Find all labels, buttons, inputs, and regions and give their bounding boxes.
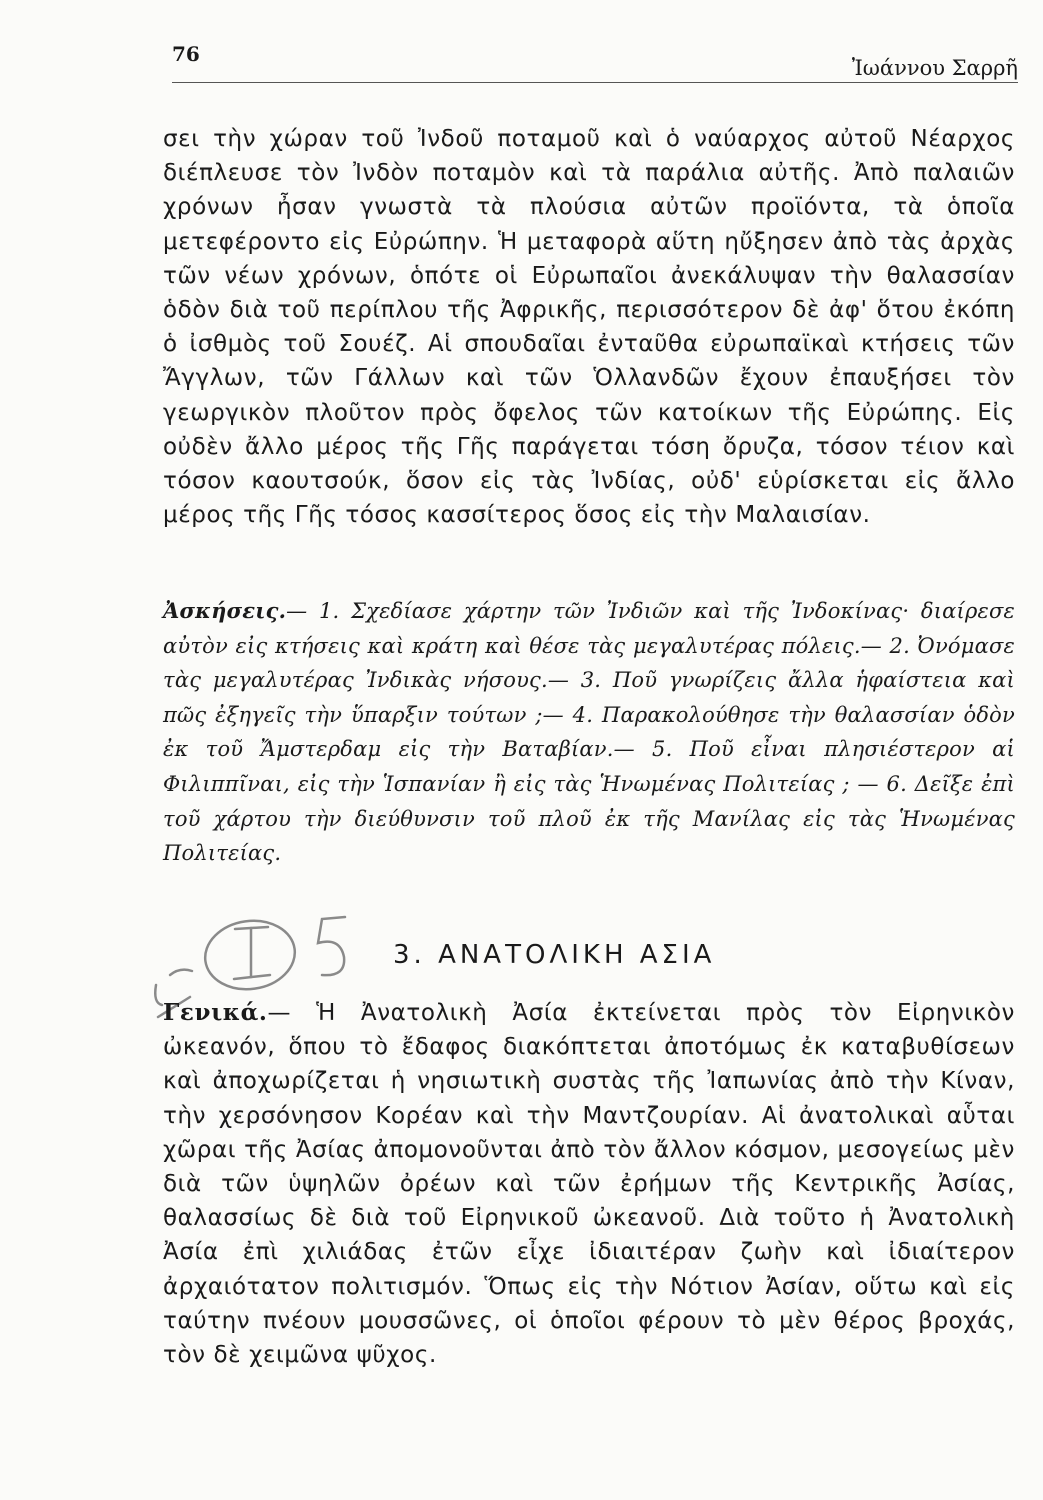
paragraph-body: — Ἡ Ἀνατολικὴ Ἀσία ἐκτείνεται πρὸς τὸν Εἰρηνικὸν ὠκεανόν, ὅπου τὸ ἔδαφος διακόπτεται ἀποτόμως ἐκ καταβυθίσεων καὶ ἀποχωρίζεται ἡ νησιωτικὴ συστὰς τῆς Ἰαπωνίας ἀπὸ τὴν Κίναν, τὴν χερσόνησον Κορέαν καὶ τὴν Μαντζουρίαν. Αἱ ἀνατολικαὶ αὗται χῶραι τῆς Ἀσίας ἀπομονοῦνται ἀπὸ τὸν ἄλλον κόσμον, μεσογείως μὲν διὰ τῶν ὑψηλῶν ὀρέων καὶ τῶν ἐρήμων τῆς Κεντρικῆς Ἀσίας, θαλασσίως δὲ διὰ τοῦ Εἰρηνικοῦ ὠκεανοῦ. Διὰ τοῦτο ἡ Ἀνατολικὴ Ἀσία ἐπὶ χιλιάδας ἐτῶν εἶχε ἰδιαιτέραν ζωὴν καὶ ἰδιαίτερον ἀρχαιότατον πολιτισμόν. Ὅπως εἰς τὴν Νότιον Ἀσίαν, οὕτω καὶ εἰς ταύτην πνέουν μουσσῶνες, οἱ ὁποῖοι φέρουν τὸ μὲν θέρος βροχάς, τὸν δὲ χειμῶνα ψῦχος. [163,1000,1015,1369]
exercises-label: Ἀσκήσεις. [163,598,287,623]
paragraph-lead: Γενικά. [163,999,268,1026]
page-header [172,42,1018,88]
exercises-block [163,594,1015,871]
exercises-paragraph [163,594,1015,871]
running-head: Ἰωάννου Σαρρῆ [851,56,1018,80]
body-paragraph-2 [163,996,1015,1372]
section-title: 3. ΑΝΑΤΟΛΙΚΗ ΑΣΙΑ [393,940,716,970]
page-number: 76 [172,42,200,66]
header-rule [172,82,1018,83]
paragraph-text [163,996,1015,1372]
paragraph-text: σει τὴν χώραν τοῦ Ἰνδοῦ ποταμοῦ καὶ ὁ ναύαρχος αὐτοῦ Νέαρχος διέπλευσε τὸν Ἰνδὸν ποταμὸν καὶ τὰ παράλια αὐτῆς. Ἀπὸ παλαιῶν χρόνων ἦσαν γνωστὰ τὰ πλούσια αὐτῶν προϊόντα, τὰ ὁποῖα μετεφέροντο εἰς Εὐρώπην. Ἡ μεταφορὰ αὕτη ηὔξησεν ἀπὸ τὰς ἀρχὰς τῶν νέων χρόνων, ὁπότε οἱ Εὐρωπαῖοι ἀνεκάλυψαν τὴν θαλασσίαν ὁδὸν διὰ τοῦ περίπλου τῆς Ἀφρικῆς, περισσότερον δὲ ἀφ' ὅτου ἐκόπη ὁ ἰσθμὸς τοῦ Σουέζ. Αἱ σπουδαῖαι ἐνταῦθα εὐρωπαϊκαὶ κτήσεις τῶν Ἄγγλων, τῶν Γάλλων καὶ τῶν Ὁλλανδῶν ἔχουν ἐπαυξήσει τὸν γεωργικὸν πλοῦτον πρὸς ὄφελος τῶν κατοίκων τῆς Εὐρώπης. Εἰς οὐδὲν ἄλλο μέρος τῆς Γῆς παράγεται τόση ὄρυζα, τόσον τέιον καὶ τόσον καουτσούκ, ὅσον εἰς τὰς Ἰνδίας, οὐδ' εὑρίσκεται εἰς ἄλλο μέρος τῆς Γῆς τόσος κασσίτερος ὅσος εἰς τὴν Μαλαισίαν. [163,126,1015,529]
body-paragraph-1 [163,122,1015,532]
exercises-text: — 1. Σχεδίασε χάρτην τῶν Ἰνδιῶν καὶ τῆς Ἰνδοκίνας· διαίρεσε αὐτὸν εἰς κτήσεις καὶ κράτη καὶ θέσε τὰς μεγαλυτέρας πόλεις.— 2. Ὀνόμασε τὰς μεγαλυτέρας Ἰνδικὰς νήσους.— 3. Ποῦ γνωρίζεις ἄλλα ἡφαίστεια καὶ πῶς ἐξηγεῖς τὴν ὕπαρξιν τούτων ;— 4. Παρακολούθησε τὴν θαλασσίαν ὁδὸν ἐκ τοῦ Ἄμστερδαμ εἰς τὴν Βαταβίαν.— 5. Ποῦ εἶναι πλησιέστερον αἱ Φιλιππῖναι, εἰς τὴν Ἱσπανίαν ἢ εἰς τὰς Ἡνωμένας Πολιτείας ; — 6. Δεῖξε ἐπὶ τοῦ χάρτου τὴν διεύθυνσιν τοῦ πλοῦ ἐκ τῆς Μανίλας εἰς τὰς Ἡνωμένας Πολιτείας. [163,599,1015,866]
